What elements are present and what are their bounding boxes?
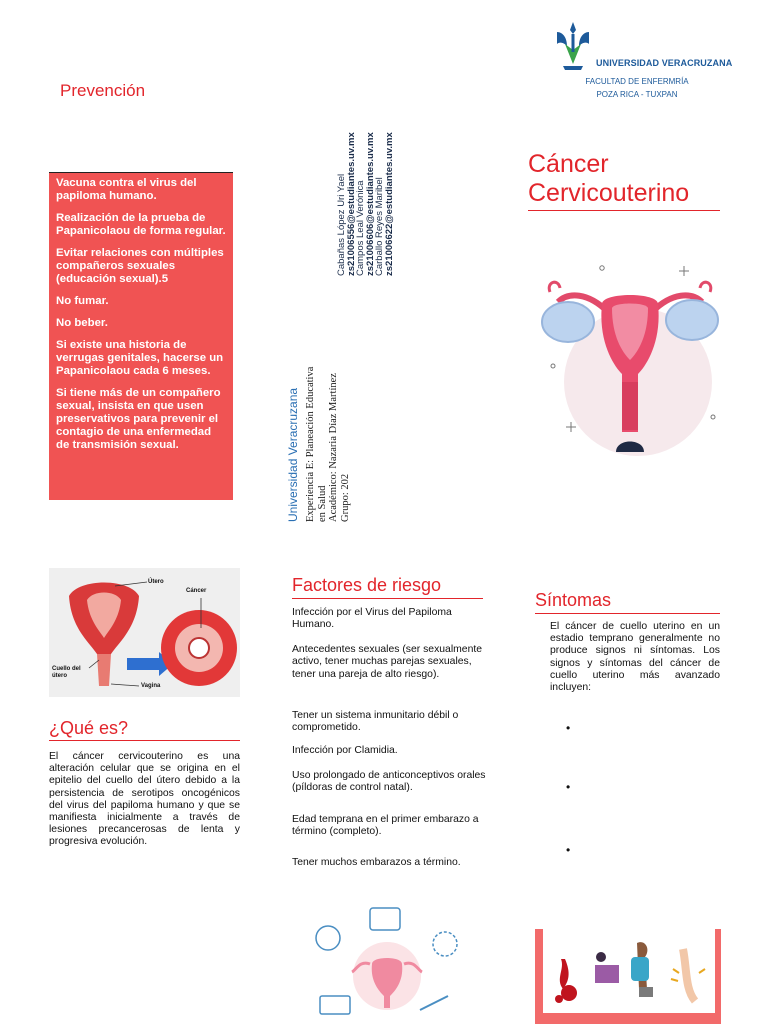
faculty-name: FACULTAD DE ENFERMRÍA POZA RICA - TUXPAN bbox=[585, 77, 689, 99]
factor-item: Edad temprana en el primer embarazo a término (completo). bbox=[292, 814, 479, 838]
student-email: zs21006556@estudiantes.uv.mx bbox=[345, 132, 357, 276]
course-university: Universidad Veracruzana bbox=[286, 387, 300, 522]
university-name: UNIVERSIDAD VERACRUZANA bbox=[596, 58, 733, 68]
cervix-diagram bbox=[49, 568, 240, 697]
label-cuello: Cuello del útero bbox=[52, 666, 81, 679]
page-title: Cáncer Cervicouterino bbox=[528, 150, 690, 207]
title-rule bbox=[528, 210, 720, 211]
label-vagina: Vagina bbox=[141, 683, 161, 689]
factor-item: Infección por Clamidia. bbox=[292, 745, 398, 756]
prevencion-item: Realización de la prueba de Papanicolaou de forma regular. bbox=[56, 212, 226, 237]
student-email: zs21006622@estudiantes.uv.mx bbox=[383, 132, 395, 276]
sintomas-rule bbox=[535, 613, 720, 614]
student-name: Cabañas López Uri Yael bbox=[336, 173, 347, 276]
student-name: Campos Leal Verónica bbox=[355, 180, 366, 276]
prevencion-item: No beber. bbox=[56, 317, 108, 329]
prevencion-item: Si existe una historia de verrugas genitales, hacerse un Papanicolaou cada 6 meses. bbox=[56, 339, 224, 377]
factor-item: Antecedentes sexuales (ser sexualmente activo, tener muchas parejas sexuales, tener una pareja de alto riesgo). bbox=[292, 644, 483, 680]
que-es-rule bbox=[49, 740, 240, 741]
risk-infographic-icon bbox=[300, 900, 474, 1024]
que-es-heading: ¿Qué es? bbox=[49, 718, 129, 738]
symptoms-illustration-icon bbox=[535, 929, 721, 1024]
university-logo-icon bbox=[553, 20, 593, 72]
prevencion-box bbox=[49, 172, 233, 500]
uterus-illustration-icon bbox=[538, 262, 722, 462]
que-es-text: El cáncer cervicouterino es una alteración celular que se origina en el epitelio del cuello del útero debido a la persistencia de serotipos oncogénicos del virus del papiloma humano y que se manifiesta inicialmente a través de lesiones precancerosas de lenta y progresiva evolución. bbox=[49, 751, 240, 848]
label-cancer: Cáncer bbox=[186, 588, 207, 594]
factores-heading: Factores de riesgo bbox=[292, 575, 442, 595]
factor-item: Infección por el Virus del Papiloma Humano. bbox=[292, 607, 452, 631]
course-info: Experiencia E: Planeación Educativa en Salud Académico: Nazaria Díaz Martínez Grupo: 202 bbox=[305, 366, 351, 522]
prevencion-item: No fumar. bbox=[56, 295, 109, 307]
factores-rule bbox=[292, 598, 483, 599]
student-name: Carballo Reyes Maribel bbox=[374, 177, 385, 276]
label-utero: Útero bbox=[148, 579, 164, 585]
sintoma-bullet: • bbox=[566, 843, 571, 857]
student-email: zs21006606@estudiantes.uv.mx bbox=[364, 132, 376, 276]
factor-item: Uso prolongado de anticonceptivos orales (píldoras de control natal). bbox=[292, 770, 486, 794]
sintomas-heading: Síntomas bbox=[535, 590, 612, 610]
factor-item: Tener un sistema inmunitario débil o comprometido. bbox=[292, 710, 459, 734]
sintoma-bullet: • bbox=[566, 721, 571, 735]
prevencion-heading: Prevención bbox=[60, 81, 146, 100]
sintoma-bullet: • bbox=[566, 780, 571, 794]
sintomas-text: El cáncer de cuello uterino en un estadio temprano generalmente no produce signos ni síntomas. Los signos y síntomas del cáncer de cuello uterino más avanzado incluyen: bbox=[550, 621, 720, 694]
student-list bbox=[337, 132, 394, 276]
symptoms-illustration bbox=[535, 929, 721, 1024]
prevencion-item: Evitar relaciones con múltiples compañeros sexuales (educación sexual).5 bbox=[56, 247, 224, 285]
prevencion-item: Si tiene más de un compañero sexual, insista en que usen preservativos para prevenir el contagio de una enfermedad de transmisión sexual. bbox=[56, 387, 221, 451]
prevencion-item: Vacuna contra el virus del papiloma humano. bbox=[56, 177, 197, 202]
factor-item: Tener muchos embarazos a término. bbox=[292, 857, 461, 868]
